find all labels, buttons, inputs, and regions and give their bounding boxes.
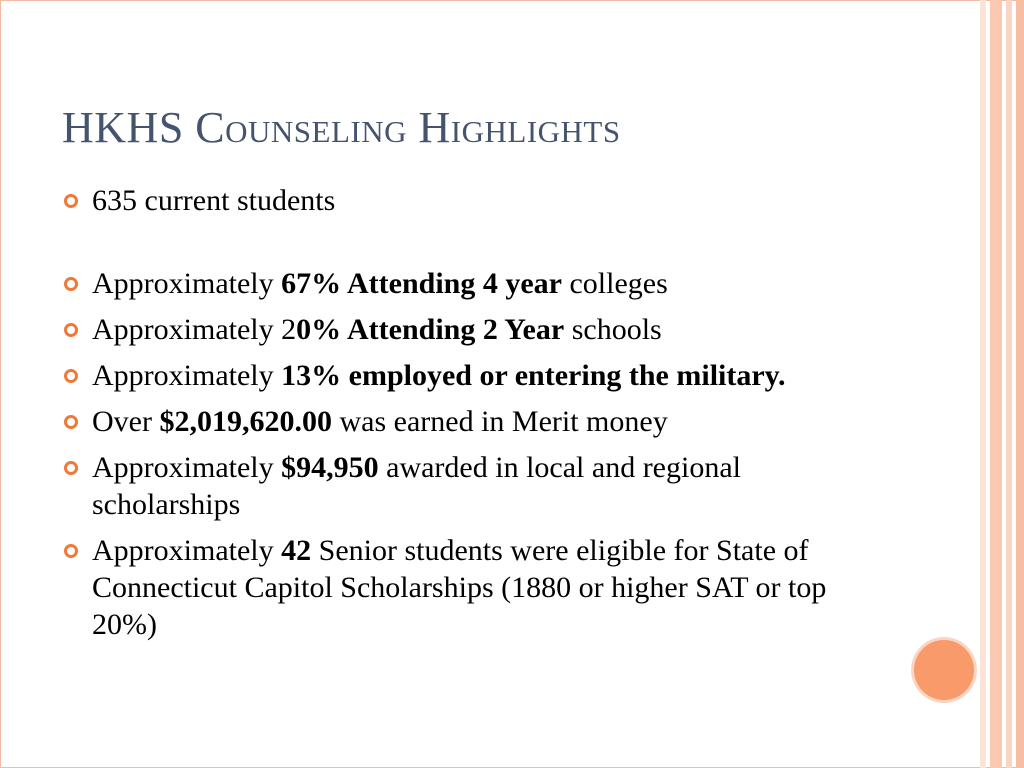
bullet-text: Approximately (92, 451, 282, 484)
bullet-list (62, 182, 882, 652)
stripe (1016, 0, 1024, 768)
bullet-item (62, 182, 882, 219)
bullet-emphasis: 13% employed or entering the military. (281, 359, 786, 392)
stripe (990, 0, 1002, 768)
bullet-text: Approximately 2 (92, 313, 297, 346)
bullet-text: 635 current students (92, 184, 336, 217)
bullet-text: colleges (561, 267, 668, 300)
bullet-circle-icon (64, 369, 78, 383)
bullet-item (62, 532, 882, 643)
bullet-text: Approximately (92, 267, 282, 300)
bullet-item (62, 449, 882, 523)
bullet-circle-icon (64, 544, 78, 558)
bullet-emphasis: 67% Attending 4 year (281, 267, 562, 300)
bullet-emphasis: 42 (281, 534, 312, 567)
bullet-text: Approximately (92, 534, 282, 567)
bullet-item (62, 357, 882, 394)
bullet-emphasis: $2,019,620.00 (159, 405, 332, 438)
bullet-item (62, 403, 882, 440)
bullet-text: awarded in local and regional scholarships (92, 451, 741, 521)
bullet-item (62, 265, 882, 302)
bullet-circle-icon (64, 277, 78, 291)
bullet-text: Over (92, 405, 160, 438)
bullet-text: Approximately (92, 359, 282, 392)
slide-title: HKHS Counseling Highlights (62, 103, 621, 152)
bullet-text: was earned in Merit money (331, 405, 668, 438)
bullet-circle-icon (64, 415, 78, 429)
bullet-emphasis: $94,950 (281, 451, 379, 484)
bullet-item (62, 311, 882, 348)
decorative-stripes (980, 0, 1024, 768)
bullet-circle-icon (64, 194, 78, 208)
bullet-text: schools (564, 313, 662, 346)
stripe (980, 0, 986, 768)
decorative-circle (914, 640, 974, 700)
bullet-emphasis: 0% Attending 2 Year (296, 313, 565, 346)
bullet-circle-icon (64, 461, 78, 475)
bullet-circle-icon (64, 323, 78, 337)
stripe (1006, 0, 1012, 768)
bullet-text: Senior students were eligible for State of Connecticut Capitol Scholarships (1880 or higher SAT or top 20%) (92, 534, 827, 641)
